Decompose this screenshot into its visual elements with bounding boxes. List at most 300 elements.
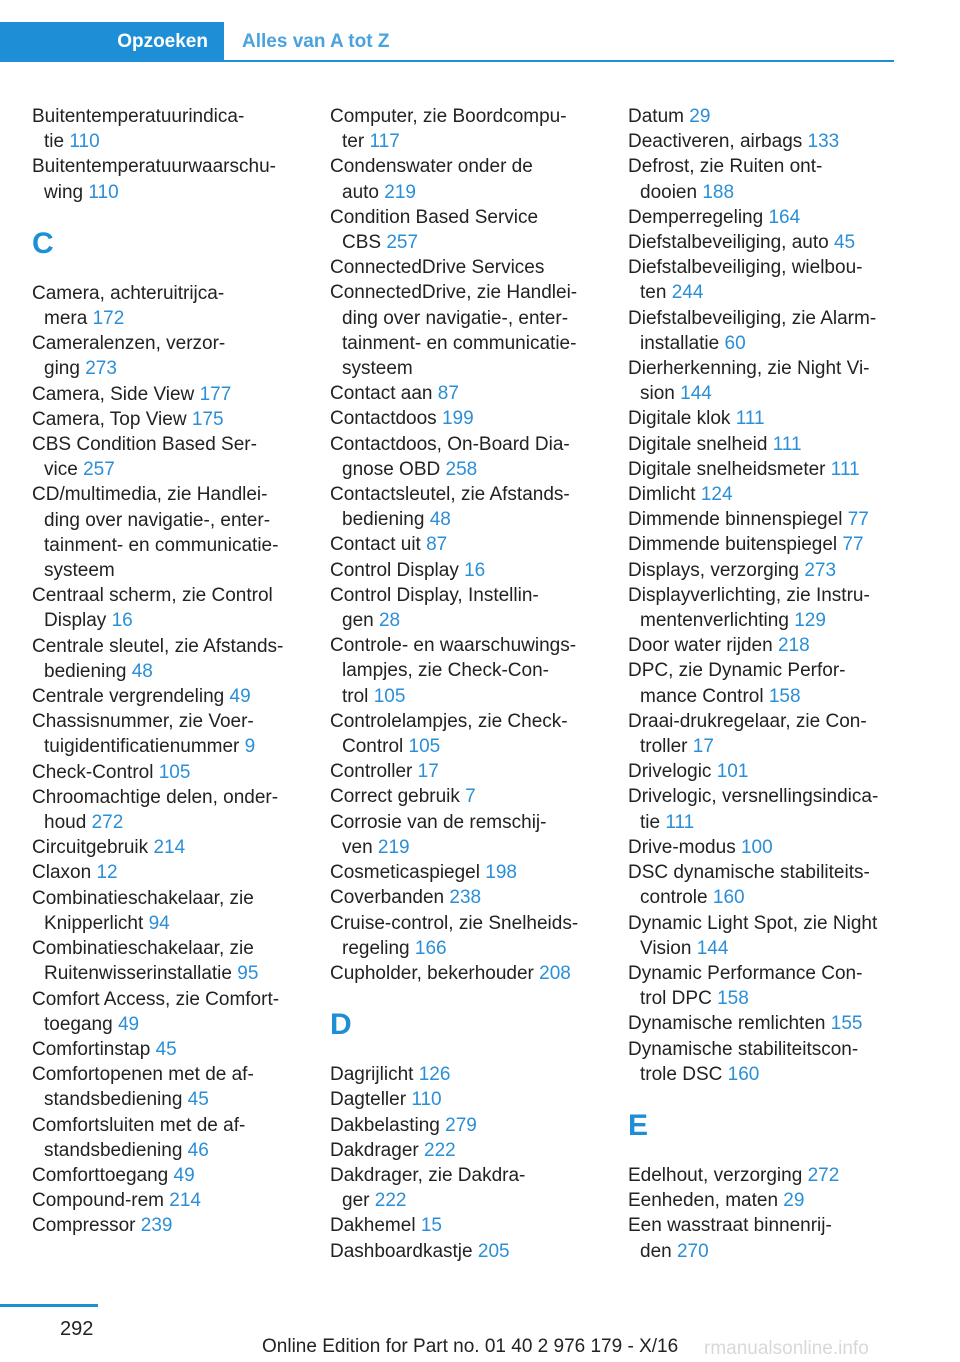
page-reference-link[interactable]: 16 [111,610,133,632]
index-entry [32,785,312,835]
index-column-2 [330,104,610,1264]
page-reference-link[interactable]: 272 [91,812,124,834]
index-entry [330,633,610,709]
index-entry-text: tainment- en communicatie- [342,332,577,354]
page-reference-link[interactable]: 144 [696,937,729,959]
index-entry-text: auto [342,181,379,203]
index-entry-text: Draai-drukregelaar, zie Con- [628,710,867,732]
index-entry [628,1188,908,1213]
index-entry [628,1163,908,1188]
index-entry-text: trol [342,685,369,707]
index-entry-text: troller [640,736,688,758]
index-entry-text: Check-Control [32,761,154,783]
index-entry-text: Dakhemel [330,1215,416,1237]
page-reference-link[interactable]: 175 [191,408,224,430]
page-reference-link[interactable]: 160 [712,887,745,909]
page-reference-link[interactable]: 48 [429,509,451,531]
index-entry [32,382,312,407]
page-reference-link[interactable]: 111 [830,458,860,480]
index-entry-text: Dakbelasting [330,1114,440,1136]
index-entry-text: tie [640,811,661,833]
index-entry-text: Cupholder, bekerhouder [330,962,534,984]
index-entry-text: Centraal scherm, zie Control [32,585,273,607]
page-reference-link[interactable]: 16 [464,559,486,581]
index-entry [628,860,908,910]
index-entry-text: Condenswater onder de [330,156,533,178]
page-reference-link[interactable]: 258 [445,458,478,480]
index-entry [32,1213,312,1238]
page-reference-link[interactable]: 49 [173,1164,195,1186]
index-entry-text: gen [342,610,374,632]
page-reference-link[interactable]: 48 [131,660,153,682]
index-entry [330,432,610,482]
index-entry-text: ger [342,1190,370,1212]
index-entry-text: gnose OBD [342,458,441,480]
index-entry-text: Coverbanden [330,887,445,909]
page-reference-link[interactable]: 15 [420,1215,442,1237]
page-reference-link[interactable]: 133 [807,131,840,153]
index-entry [330,1087,610,1112]
page-reference-link[interactable]: 110 [88,181,119,203]
index-entry-text: Controlelampjes, zie Check- [330,710,568,732]
index-entry-text: Digitale snelheid [628,433,768,455]
index-entry-text: Correct gebruik [330,786,460,808]
index-entry [628,1213,908,1263]
index-entry [32,1188,312,1213]
index-entry-text: Centrale sleutel, zie Afstands- [32,635,284,657]
page-reference-link[interactable]: 164 [768,206,801,228]
page-reference-link[interactable]: 205 [477,1240,510,1262]
page-reference-link[interactable]: 273 [85,358,117,380]
index-entry-text: standsbediening [44,1089,183,1111]
page-reference-link[interactable]: 117 [369,131,400,153]
page-reference-link[interactable]: 77 [847,509,869,531]
index-entry-text: Chassisnummer, zie Voer- [32,711,254,733]
index-entry-text: Drive-modus [628,836,736,858]
page-reference-link[interactable]: 177 [199,383,232,405]
index-entry [32,154,312,204]
index-entry-text: Comfortopenen met de af- [32,1064,254,1086]
index-entry-text: Computer, zie Boordcompu- [330,106,567,127]
index-entry-text: Dimmende buitenspiegel [628,534,838,556]
index-entry-text: mance Control [640,685,764,707]
index-entry-text: Displays, verzorging [628,559,800,581]
index-entry [330,1062,610,1087]
index-entry-text: Ruitenwisserinstallatie [44,963,232,985]
index-entry-text: Een wasstraat binnenrij- [628,1215,832,1237]
index-entry-text: Eenheden, maten [628,1190,779,1212]
page-reference-link[interactable]: 273 [804,559,837,581]
index-entry-text: Dierherkenning, zie Night Vi- [628,358,870,380]
index-entry-text: Chroomachtige delen, onder- [32,786,279,808]
index-entry-text: Dynamic Light Spot, zie Night [628,912,878,934]
index-entry [32,407,312,432]
page-reference-link[interactable]: 105 [158,761,191,783]
index-entry [628,104,908,129]
index-entry-text: tuigidentificatienummer [44,736,240,758]
index-entry [330,1239,610,1264]
header-bar [0,0,960,62]
index-entry [628,507,908,532]
index-entry [628,482,908,507]
page-reference-link[interactable]: 270 [676,1240,709,1262]
index-entry-text: Contactsleutel, zie Afstands- [330,484,570,506]
index-entry [628,154,908,204]
section-letter: C [32,226,54,260]
index-entry [628,129,908,154]
index-entry-text: bediening [342,509,425,531]
page-reference-link[interactable]: 111 [665,811,695,833]
page-reference-link[interactable]: 45 [155,1038,177,1060]
index-entry-text: Defrost, zie Ruiten ont- [628,156,823,178]
index-entry-text: CD/multimedia, zie Handlei- [32,484,268,506]
index-entry [628,230,908,255]
page-reference-link[interactable]: 49 [117,1013,140,1035]
index-entry [32,860,312,885]
index-entry-text: CBS [342,232,382,254]
index-entry [628,911,908,961]
index-entry [628,205,908,230]
index-entry-text: Drivelogic, versnellingsindica- [628,786,879,808]
page-reference-link[interactable]: 111 [735,408,765,430]
page-reference-link[interactable]: 219 [377,836,410,858]
index-entry-text: Comfortsluiten met de af- [32,1114,246,1136]
page-reference-link[interactable]: 158 [768,685,801,707]
page-reference-link[interactable]: 257 [83,459,115,481]
index-entry [628,457,908,482]
footer-rule [0,1304,98,1307]
page-reference-link[interactable]: 214 [153,837,186,859]
index-entry [330,532,610,557]
watermark: rmanualsonline.info [704,1338,869,1359]
index-entry [330,205,610,255]
index-entry-text: Camera, Side View [32,383,195,405]
index-column-3 [628,104,908,1264]
index-entry [628,306,908,356]
index-entry-text: systeem [44,560,115,582]
page-reference-link[interactable]: 158 [717,988,749,1010]
index-entry-text: Cruise-control, zie Snelheids- [330,912,579,934]
index-entry [628,658,908,708]
index-entry-text: Demperregeling [628,206,764,228]
index-entry-text: Camera, achteruitrijca- [32,282,225,304]
page-reference-link[interactable]: 129 [794,610,826,632]
index-entry [32,482,312,583]
page-reference-link[interactable]: 239 [140,1215,173,1237]
page-number: 292 [60,1318,94,1340]
index-entry-text: tainment- en communicatie- [44,534,279,556]
page-reference-link[interactable]: 219 [384,181,416,203]
index-entry-text: Camera, Top View [32,408,187,430]
tab-alles-van-a-tot-z[interactable]: Alles van A tot Z [242,31,390,52]
index-entry-text: Contact uit [330,534,421,556]
index-entry [32,886,312,936]
page-reference-link[interactable]: 160 [727,1063,760,1085]
index-entry-text: Control [342,736,404,758]
page-reference-link[interactable]: 101 [716,761,749,783]
index-entry [628,255,908,305]
page-reference-link[interactable]: 257 [386,232,419,254]
page-reference-link[interactable]: 28 [378,610,401,632]
index-entry-text: Contactdoos, On-Board Dia- [330,433,570,455]
edition-note: Online Edition for Part no. 01 40 2 976 179 - X/16 [262,1336,679,1357]
index-entry [32,1062,312,1112]
index-entry-text: systeem [342,358,413,380]
page-reference-link[interactable]: 199 [441,408,474,430]
index-entry-text: Vision [640,937,692,959]
index-entry [628,432,908,457]
index-entry-text: Dagteller [330,1089,407,1111]
header-rule [224,60,894,62]
page-reference-link[interactable]: 272 [807,1164,840,1186]
index-entry-text: Circuitgebruik [32,837,149,859]
page-reference-link[interactable]: 238 [449,887,482,909]
index-entry-text: bediening [44,660,127,682]
index-entry-text: Digitale klok [628,408,731,430]
index-entry-text: CBS Condition Based Ser- [32,434,257,456]
index-entry-text: Display [44,610,107,632]
index-entry [330,961,610,986]
index-entry [330,860,610,885]
index-entry [32,1163,312,1188]
page-reference-link[interactable]: 29 [689,106,711,127]
index-entry [628,784,908,834]
page-reference-link[interactable]: 144 [680,383,712,405]
index-entry-text: ven [342,836,373,858]
page-reference-link[interactable]: 60 [724,332,746,354]
page-reference-link[interactable]: 208 [539,962,571,984]
index-entry-text: Controle- en waarschuwings- [330,635,577,657]
index-entry-text: DPC, zie Dynamic Perfor- [628,660,846,682]
index-entry [32,760,312,785]
index-entry-text: Buitentemperatuurwaarschu- [32,156,276,178]
index-entry-text: Dynamische remlichten [628,1013,826,1035]
index-entry-text: ten [640,282,667,304]
index-entry-text: Corrosie van de remschij- [330,811,547,833]
index-entry [330,784,610,809]
index-entry [32,1037,312,1062]
index-entry [628,709,908,759]
index-entry-text: mentenverlichting [640,610,789,632]
index-entry-text: installatie [640,332,720,354]
index-entry-text: Control Display [330,559,459,581]
index-entry-text: Combinatieschakelaar, zie [32,938,254,960]
page-reference-link[interactable]: 77 [842,534,864,556]
page-reference-link[interactable]: 126 [418,1064,451,1086]
index-entry-text: Dimmende binnenspiegel [628,509,843,531]
index-entry [628,532,908,557]
index-entry [330,406,610,431]
index-entry-text: Dynamische stabiliteitscon- [628,1038,859,1060]
index-entry-text: ter [342,131,365,153]
page-reference-link[interactable]: 214 [169,1190,201,1212]
index-entry [32,684,312,709]
index-entry-text: trol DPC [640,988,712,1010]
page-reference-link[interactable]: 7 [465,786,476,808]
index-entry [330,1163,610,1213]
index-entry-text: Dakdrager, zie Dakdra- [330,1164,526,1186]
index-entry-text: Edelhout, verzorging [628,1164,803,1186]
index-entry-text: sion [640,383,675,405]
index-entry [330,280,610,381]
section-letter: D [330,1008,352,1042]
index-entry-text: tie [44,131,65,153]
index-entry [32,331,312,381]
index-entry-text: dooien [640,181,698,203]
index-entry-text: mera [44,308,88,330]
index-entry-text: Controller [330,761,413,783]
index-entry [330,885,610,910]
page-reference-link[interactable]: 155 [830,1013,863,1035]
index-entry-text: Displayverlichting, zie Instru- [628,584,870,606]
page-reference-link[interactable]: 244 [671,282,704,304]
index-entry-text: Condition Based Service [330,206,539,228]
page-reference-link[interactable]: 49 [229,686,251,708]
index-entry-text: ConnectedDrive Services [330,257,545,279]
index-entry [32,432,312,482]
index-entry [628,835,908,860]
page-reference-link[interactable]: 94 [148,912,170,934]
index-entry-text: DSC dynamische stabiliteits- [628,862,870,884]
index-entry-text: Comforttoegang [32,1164,169,1186]
page-reference-link[interactable]: 124 [700,484,733,506]
page-reference-link[interactable]: 110 [411,1089,442,1111]
index-entry-text: Deactiveren, airbags [628,131,803,153]
index-entry-text: Digitale snelheidsmeter [628,458,826,480]
page-reference-link[interactable]: 279 [445,1114,477,1136]
page-reference-link[interactable]: 198 [485,862,517,884]
index-entry-text: vice [44,459,78,481]
index-entry [330,810,610,860]
page-reference-link[interactable]: 87 [437,383,459,405]
page-reference-link[interactable]: 100 [740,836,773,858]
index-entry [32,104,312,154]
index-entry-text: Centrale vergrendeling [32,686,225,708]
index-entry-text: toegang [44,1013,113,1035]
index-entry [330,104,610,154]
index-entry [330,709,610,759]
page-reference-link[interactable]: 166 [414,937,447,959]
index-entry [628,1037,908,1087]
index-entry [330,911,610,961]
page-reference-link[interactable]: 12 [96,862,118,884]
index-entry [330,558,610,583]
index-entry-text: Diefstalbeveiliging, auto [628,232,829,254]
index-entry-text: lampjes, zie Check-Con- [342,660,549,682]
page-reference-link[interactable]: 105 [408,736,441,758]
index-entry-text: Contact aan [330,383,433,405]
page-reference-link[interactable]: 111 [772,433,802,455]
index-entry-text: Dashboardkastje [330,1240,473,1262]
index-entry [32,936,312,986]
index-entry-text: Dynamic Performance Con- [628,962,863,984]
index-entry-text: Combinatieschakelaar, zie [32,887,254,909]
index-entry [628,558,908,583]
index-entry-text: Diefstalbeveiliging, wielbou- [628,257,863,279]
index-entry-text: Drivelogic [628,761,712,783]
page-reference-link[interactable]: 95 [237,963,259,985]
index-entry [330,1213,610,1238]
index-entry [628,356,908,406]
index-entry-text: controle [640,887,708,909]
index-entry [32,583,312,633]
index-entry-text: standsbediening [44,1139,183,1161]
index-entry-text: Buitentemperatuurindica- [32,106,245,127]
index-entry-text: ding over navigatie-, enter- [44,509,271,531]
index-entry-text: Diefstalbeveiliging, zie Alarm- [628,307,877,329]
page-reference-link[interactable]: 9 [244,736,256,758]
page-reference-link[interactable]: 105 [373,685,406,707]
index-entry-text: Cameralenzen, verzor- [32,333,226,355]
index-entry [628,1011,908,1036]
index-entry-text: Compressor [32,1215,136,1237]
index-entry-text: houd [44,812,87,834]
tab-opzoeken[interactable]: Opzoeken [0,22,224,62]
index-entry [628,583,908,633]
index-entry [330,381,610,406]
page-reference-link[interactable]: 46 [187,1139,209,1161]
index-entry [330,255,610,280]
page-reference-link[interactable]: 222 [374,1190,407,1212]
index-entry [32,634,312,684]
page-reference-link[interactable]: 222 [424,1139,456,1161]
section-letter: E [628,1108,649,1142]
index-column-1 [32,104,312,1239]
page-reference-link[interactable]: 172 [92,308,125,330]
index-entry [32,1113,312,1163]
index-entry [628,406,908,431]
index-entry [330,583,610,633]
index-entry-text: Contactdoos [330,408,437,430]
index-entry-text: Comfort Access, zie Comfort- [32,988,280,1010]
page-reference-link[interactable]: 110 [69,131,100,153]
page-reference-link[interactable]: 45 [833,232,856,254]
page-reference-link[interactable]: 29 [783,1190,805,1212]
index-entry [330,1138,610,1163]
index-entry [32,281,312,331]
index-entry-text: den [640,1240,672,1262]
index-entry-text: Dimlicht [628,484,696,506]
index-entry-text: Datum [628,106,684,127]
index-entry-text: Claxon [32,862,92,884]
index-entry-text: Door water rijden [628,635,773,657]
page-reference-link[interactable]: 188 [702,181,735,203]
index-entry [32,709,312,759]
page-reference-link[interactable]: 17 [417,761,439,783]
index-entry [330,1113,610,1138]
index-entry [330,154,610,204]
index-entry-text: ConnectedDrive, zie Handlei- [330,282,578,304]
index-entry-text: Cosmeticaspiegel [330,862,480,884]
page-reference-link[interactable]: 218 [777,635,810,657]
index-entry-text: Compound-rem [32,1190,164,1212]
index-entry-text: Comfortinstap [32,1038,151,1060]
index-entry-text: regeling [342,937,410,959]
index-entry [32,835,312,860]
index-entry [330,482,610,532]
index-entry [628,759,908,784]
index-entry-text: trole DSC [640,1063,723,1085]
index-entry-text: ding over navigatie-, enter- [342,307,569,329]
index-entry-text: Dagrijlicht [330,1064,414,1086]
page-reference-link[interactable]: 87 [426,534,448,556]
page-reference-link[interactable]: 17 [692,736,714,758]
index-entry [628,633,908,658]
index-entry-text: Dakdrager [330,1139,419,1161]
index-entry [628,961,908,1011]
page-reference-link[interactable]: 45 [187,1089,209,1111]
index-entry-text: Knipperlicht [44,912,144,934]
